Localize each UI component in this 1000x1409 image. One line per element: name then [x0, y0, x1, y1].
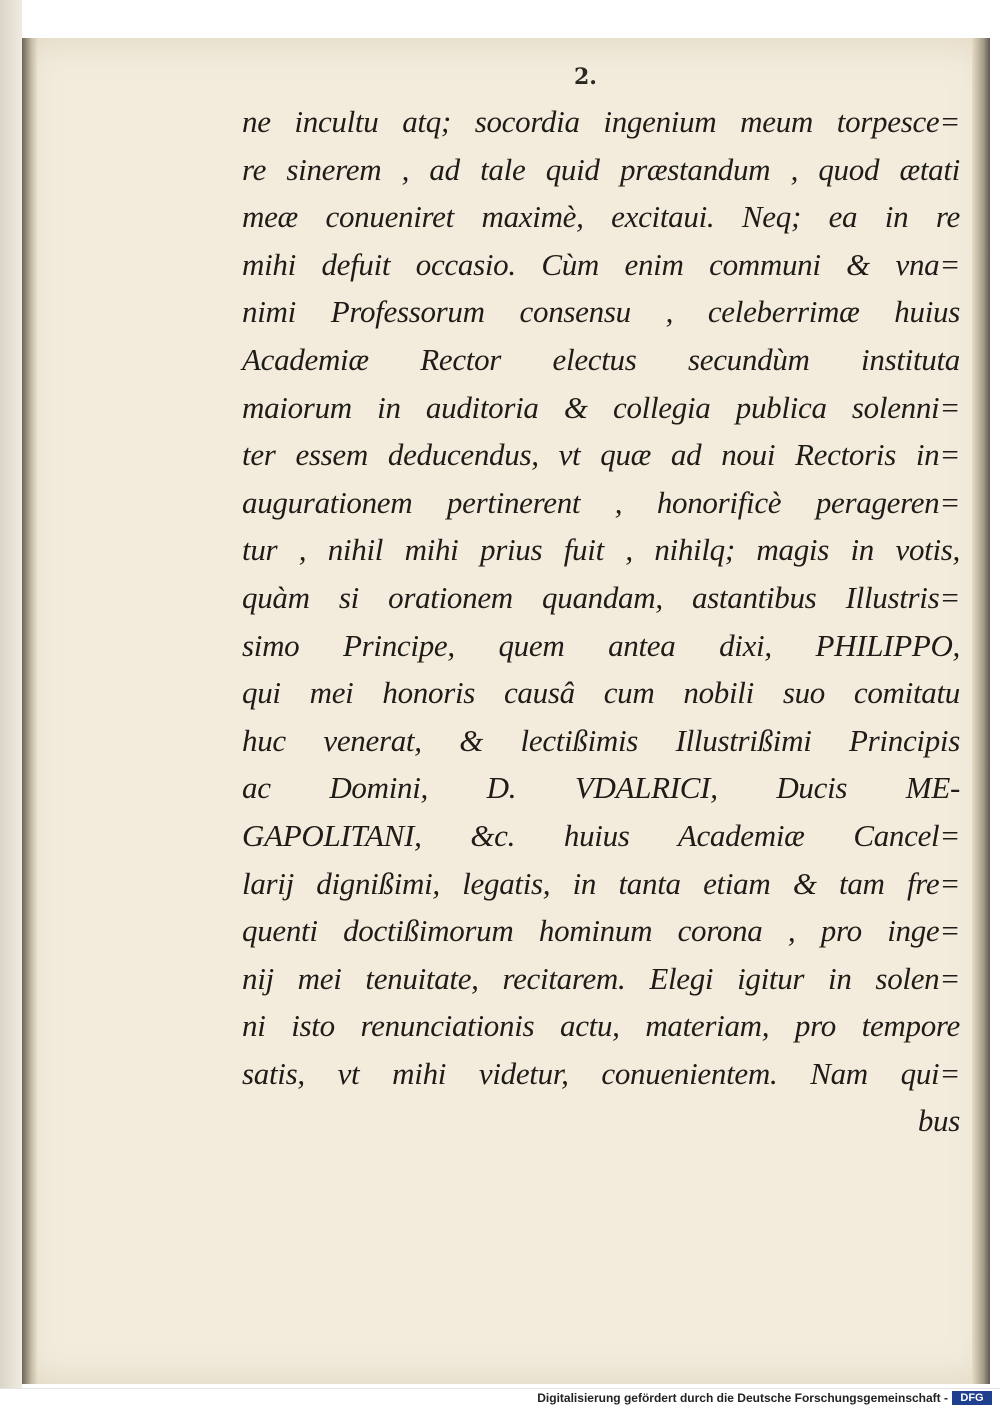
text-line: simo Principe, quem antea dixi, PHILIPPO,: [242, 627, 960, 663]
text-line: satis, vt mihi videtur, conuenientem. Nam qui=: [242, 1055, 960, 1091]
text-line: nimi Professorum consensu , celeberrimæ huius: [242, 294, 960, 330]
text-line: nij mei tenuitate, recitarem. Elegi igitur in solen=: [242, 960, 960, 996]
text-line: augurationem pertinerent , honorificè perageren=: [242, 484, 960, 520]
footer-bar: [0, 1388, 1000, 1409]
text-line: meæ conueniret maximè, excitaui. Neq; ea in re: [242, 199, 960, 235]
text-line: ni isto renunciationis actu, materiam, pro tempore: [242, 1008, 960, 1044]
text-line: quàm si orationem quandam, astantibus Illustris=: [242, 579, 960, 615]
text-line: mihi defuit occasio. Cùm enim communi & vna=: [242, 246, 960, 282]
gutter-shadow: [22, 38, 38, 1384]
book-edge: [0, 0, 22, 1388]
text-line: huc venerat, & lectißimis Illustrißimi Principis: [242, 722, 960, 758]
text-line: re sinerem , ad tale quid præstandum , quod ætati: [242, 151, 960, 187]
body-text: [242, 98, 960, 1145]
text-line: qui mei honoris causâ cum nobili suo comitatu: [242, 675, 960, 711]
catchword: bus: [917, 1103, 960, 1139]
text-line: maiorum in auditoria & collegia publica solenni=: [242, 389, 960, 425]
text-line: ne incultu atq; socordia ingenium meum torpesce=: [242, 104, 960, 139]
text-line: ac Domini, D. VDALRICI, Ducis ME-: [242, 770, 960, 806]
funding-credit: Digitalisierung gefördert durch die Deutsche Forschungsgemeinschaft -: [537, 1391, 948, 1405]
text-line: tur , nihil mihi prius fuit , nihilq; magis in votis,: [242, 532, 960, 568]
page-number: 2.: [574, 64, 597, 90]
text-line: ter essem deducendus, vt quæ ad noui Rectoris in=: [242, 437, 960, 473]
dfg-logo: DFG: [952, 1391, 992, 1405]
text-line: quenti doctißimorum hominum corona , pro inge=: [242, 913, 960, 949]
page-edge: [972, 38, 990, 1384]
text-line: larij dignißimi, legatis, in tanta etiam & tam fre=: [242, 865, 960, 901]
text-line: GAPOLITANI, &c. huius Academiæ Cancel=: [242, 817, 960, 853]
text-line: Academiæ Rector electus secundùm instituta: [242, 341, 960, 377]
